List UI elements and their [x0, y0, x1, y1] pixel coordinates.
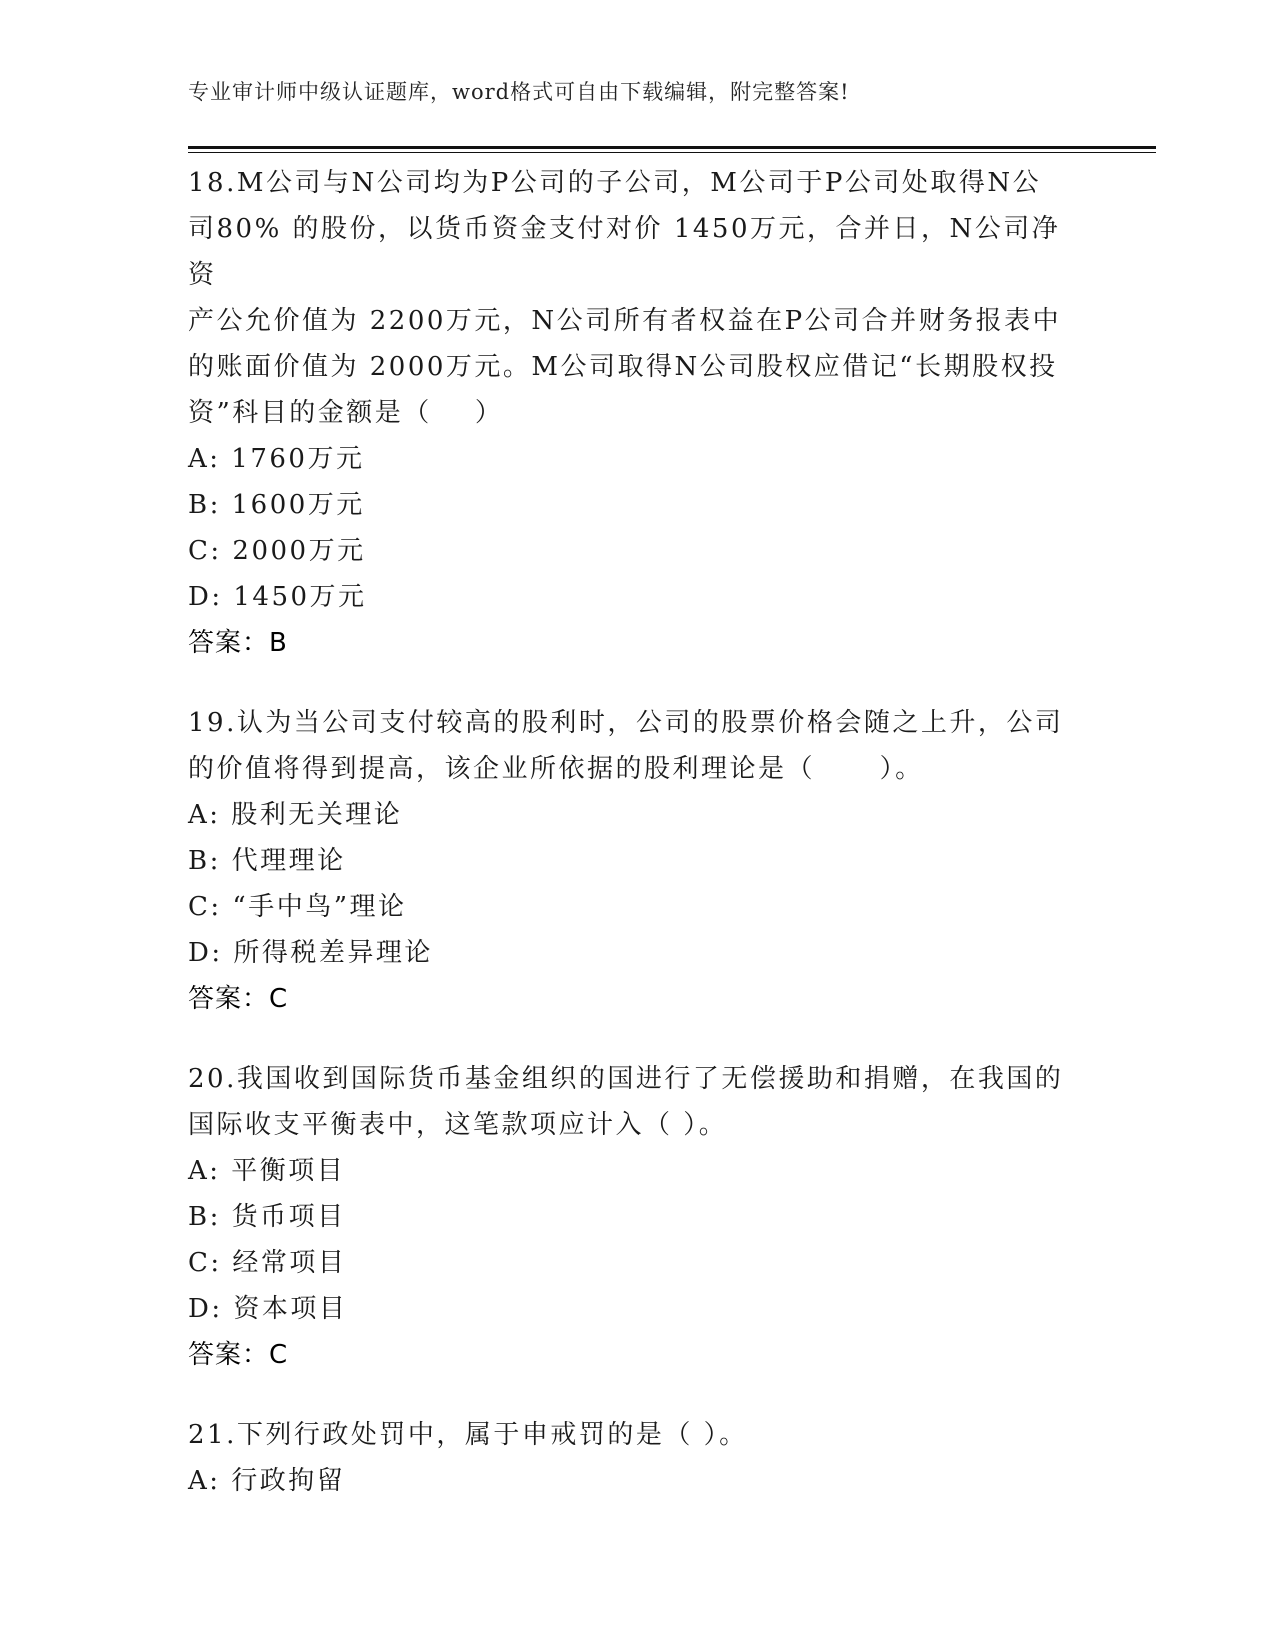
question-list — [188, 160, 1088, 1538]
question-stem-line: 司80% 的股份，以货币资金支付对价 1450万元，合并日，N公司净资 — [188, 214, 1061, 290]
question-stem-line: 资”科目的金额是（ ） — [188, 398, 504, 428]
question-stem-line: 产公允价值为 2200万元，N公司所有者权益在P公司合并财务报表中 — [188, 306, 1062, 336]
answer-line: 答案：C — [188, 1340, 289, 1370]
question-20 — [188, 1056, 1088, 1378]
question-stem-line: 国际收支平衡表中，这笔款项应计入（ ）。 — [188, 1110, 728, 1140]
question-stem-line: 的账面价值为 2000万元。M公司取得N公司股权应借记“长期股权投 — [188, 352, 1058, 382]
option-c: C: 经常项目 — [188, 1248, 347, 1278]
option-b: B: 1600万元 — [188, 490, 365, 520]
option-a: A: 行政拘留 — [188, 1466, 346, 1496]
question-21 — [188, 1412, 1088, 1504]
option-b: B: 货币项目 — [188, 1202, 346, 1232]
option-a: A: 股利无关理论 — [188, 800, 403, 830]
option-c: C: 2000万元 — [188, 536, 366, 566]
option-c: C: “手中鸟”理论 — [188, 892, 407, 922]
option-a: A: 1760万元 — [188, 444, 365, 474]
answer-line: 答案：B — [188, 628, 288, 658]
option-d: D: 1450万元 — [188, 582, 367, 612]
question-stem-line: 21.下列行政处罚中，属于申戒罚的是（ ）。 — [188, 1420, 748, 1450]
question-stem-line: 20.我国收到国际货币基金组织的国进行了无偿援助和捐赠，在我国的 — [188, 1064, 1064, 1094]
question-18 — [188, 160, 1088, 666]
option-d: D: 所得税差异理论 — [188, 938, 433, 968]
option-b: B: 代理理论 — [188, 846, 346, 876]
answer-line: 答案：C — [188, 984, 289, 1014]
page-header: 专业审计师中级认证题库，word格式可自由下载编辑，附完整答案! — [188, 80, 850, 104]
option-a: A: 平衡项目 — [188, 1156, 346, 1186]
option-d: D: 资本项目 — [188, 1294, 348, 1324]
header-rule-thick — [188, 146, 1156, 149]
question-stem-line: 18.M公司与N公司均为P公司的子公司，M公司于P公司处取得N公 — [188, 168, 1042, 198]
question-stem-line: 的价值将得到提高，该企业所依据的股利理论是（ ）。 — [188, 754, 924, 784]
question-19 — [188, 700, 1088, 1022]
question-stem-line: 19.认为当公司支付较高的股利时，公司的股票价格会随之上升，公司 — [188, 708, 1064, 738]
header-rule-thin — [188, 152, 1156, 153]
